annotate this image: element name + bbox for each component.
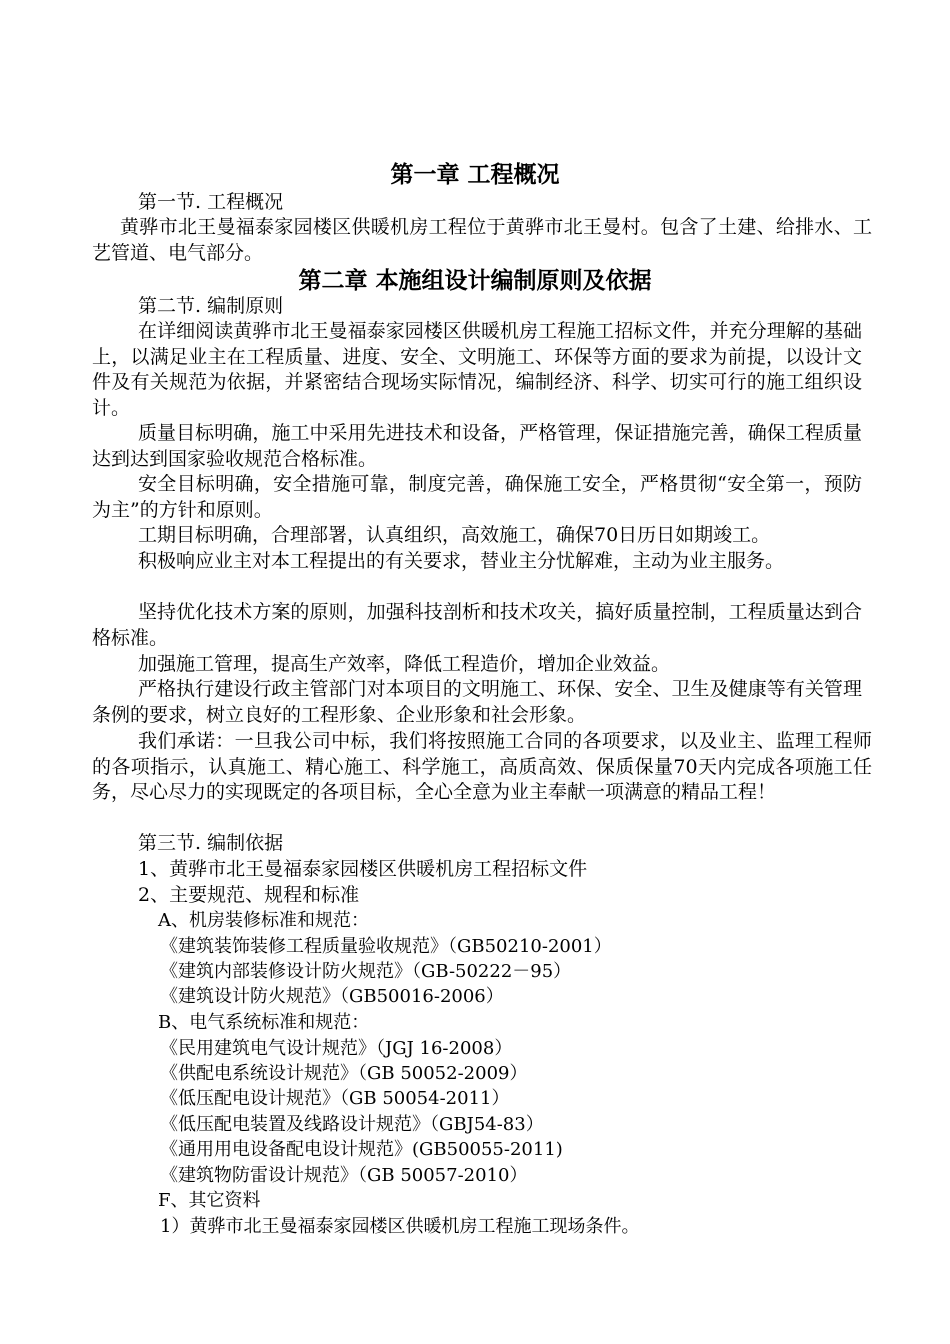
principle-paragraph: 坚持优化技术方案的原则，加强科技剖析和技术攻关，搞好质量控制，工程质量达到合格标准。 — [92, 601, 862, 649]
chapter-1-title: 第一章 工程概况 — [390, 162, 560, 188]
principle-paragraph: 积极响应业主对本工程提出的有关要求，替业主分忧解难，主动为业主服务。 — [138, 550, 785, 572]
standards-group-label: F、其它资料 — [158, 1190, 261, 1211]
standard-item: 《供配电系统设计规范》（GB 50052-2009） — [160, 1063, 528, 1084]
chapter-2-title: 第二章 本施组设计编制原则及依据 — [298, 268, 652, 294]
standard-item: 《低压配电装置及线路设计规范》（GBJ54-83） — [160, 1114, 544, 1135]
standard-item: 《建筑物防雷设计规范》（GB 50057-2010） — [160, 1165, 528, 1186]
standards-group-label: B、电气系统标准和规范： — [158, 1012, 370, 1033]
standard-item: 《低压配电设计规范》（GB 50054-2011） — [160, 1088, 510, 1109]
project-overview-paragraph: 黄骅市北王曼福泰家园楼区供暖机房工程位于黄骅市北王曼村。包含了土建、给排水、工艺管道、电气部分。 — [92, 216, 872, 264]
principle-paragraph: 质量目标明确，施工中采用先进技术和设备，严格管理，保证措施完善，确保工程质量达到达到国家验收规范合格标准。 — [92, 422, 862, 470]
standard-item: 《建筑内部装修设计防火规范》（GB-50222－95） — [160, 961, 572, 982]
standards-group-label: A、机房装修标准和规范： — [158, 910, 369, 931]
standard-item: 《通用用电设备配电设计规范》(GB50055-2011) — [160, 1139, 563, 1160]
principle-paragraph: 加强施工管理，提高生产效率，降低工程造价，增加企业效益。 — [138, 653, 671, 675]
principle-paragraph: 在详细阅读黄骅市北王曼福泰家园楼区供暖机房工程施工招标文件，并充分理解的基础上，以满足业主在工程质量、进度、安全、文明施工、环保等方面的要求为前提，以设计文件及有关规范为依据，并紧密结合现场实际情况，编制经济、科学、切实可行的施工组织设计。 — [92, 320, 862, 419]
basis-item: 1、黄骅市北王曼福泰家园楼区供暖机房工程招标文件 — [138, 858, 588, 880]
standard-item: 《建筑设计防火规范》（GB50016-2006） — [160, 986, 504, 1007]
principle-paragraph: 严格执行建设行政主管部门对本项目的文明施工、环保、安全、卫生及健康等有关管理条例的要求，树立良好的工程形象、企业形象和社会形象。 — [92, 678, 862, 726]
principle-paragraph: 工期目标明确，合理部署，认真组织，高效施工，确保70日历日如期竣工。 — [138, 524, 771, 546]
standard-item: 《建筑装饰装修工程质量验收规范》（GB50210-2001） — [160, 936, 612, 957]
standard-item: 1）黄骅市北王曼福泰家园楼区供暖机房工程施工现场条件。 — [160, 1216, 640, 1237]
commitment-paragraph: 我们承诺：一旦我公司中标，我们将按照施工合同的各项要求，以及业主、监理工程师的各项指示，认真施工、精心施工、科学施工，高质高效、保质保量70天内完成各项施工任务，尽心尽力的实现既定的各项目标，全心全意为业主奉献一项满意的精品工程！ — [92, 730, 872, 804]
section-3-heading: 第三节. 编制依据 — [138, 832, 284, 854]
principle-paragraph: 安全目标明确，安全措施可靠，制度完善，确保施工安全，严格贯彻“安全第一，预防为主”的方针和原则。 — [92, 473, 862, 521]
basis-item: 2、主要规范、规程和标准 — [138, 884, 360, 906]
section-2-heading: 第二节. 编制原则 — [138, 295, 284, 317]
section-1-heading: 第一节. 工程概况 — [138, 191, 284, 213]
standard-item: 《民用建筑电气设计规范》（JGJ 16-2008） — [160, 1038, 513, 1059]
